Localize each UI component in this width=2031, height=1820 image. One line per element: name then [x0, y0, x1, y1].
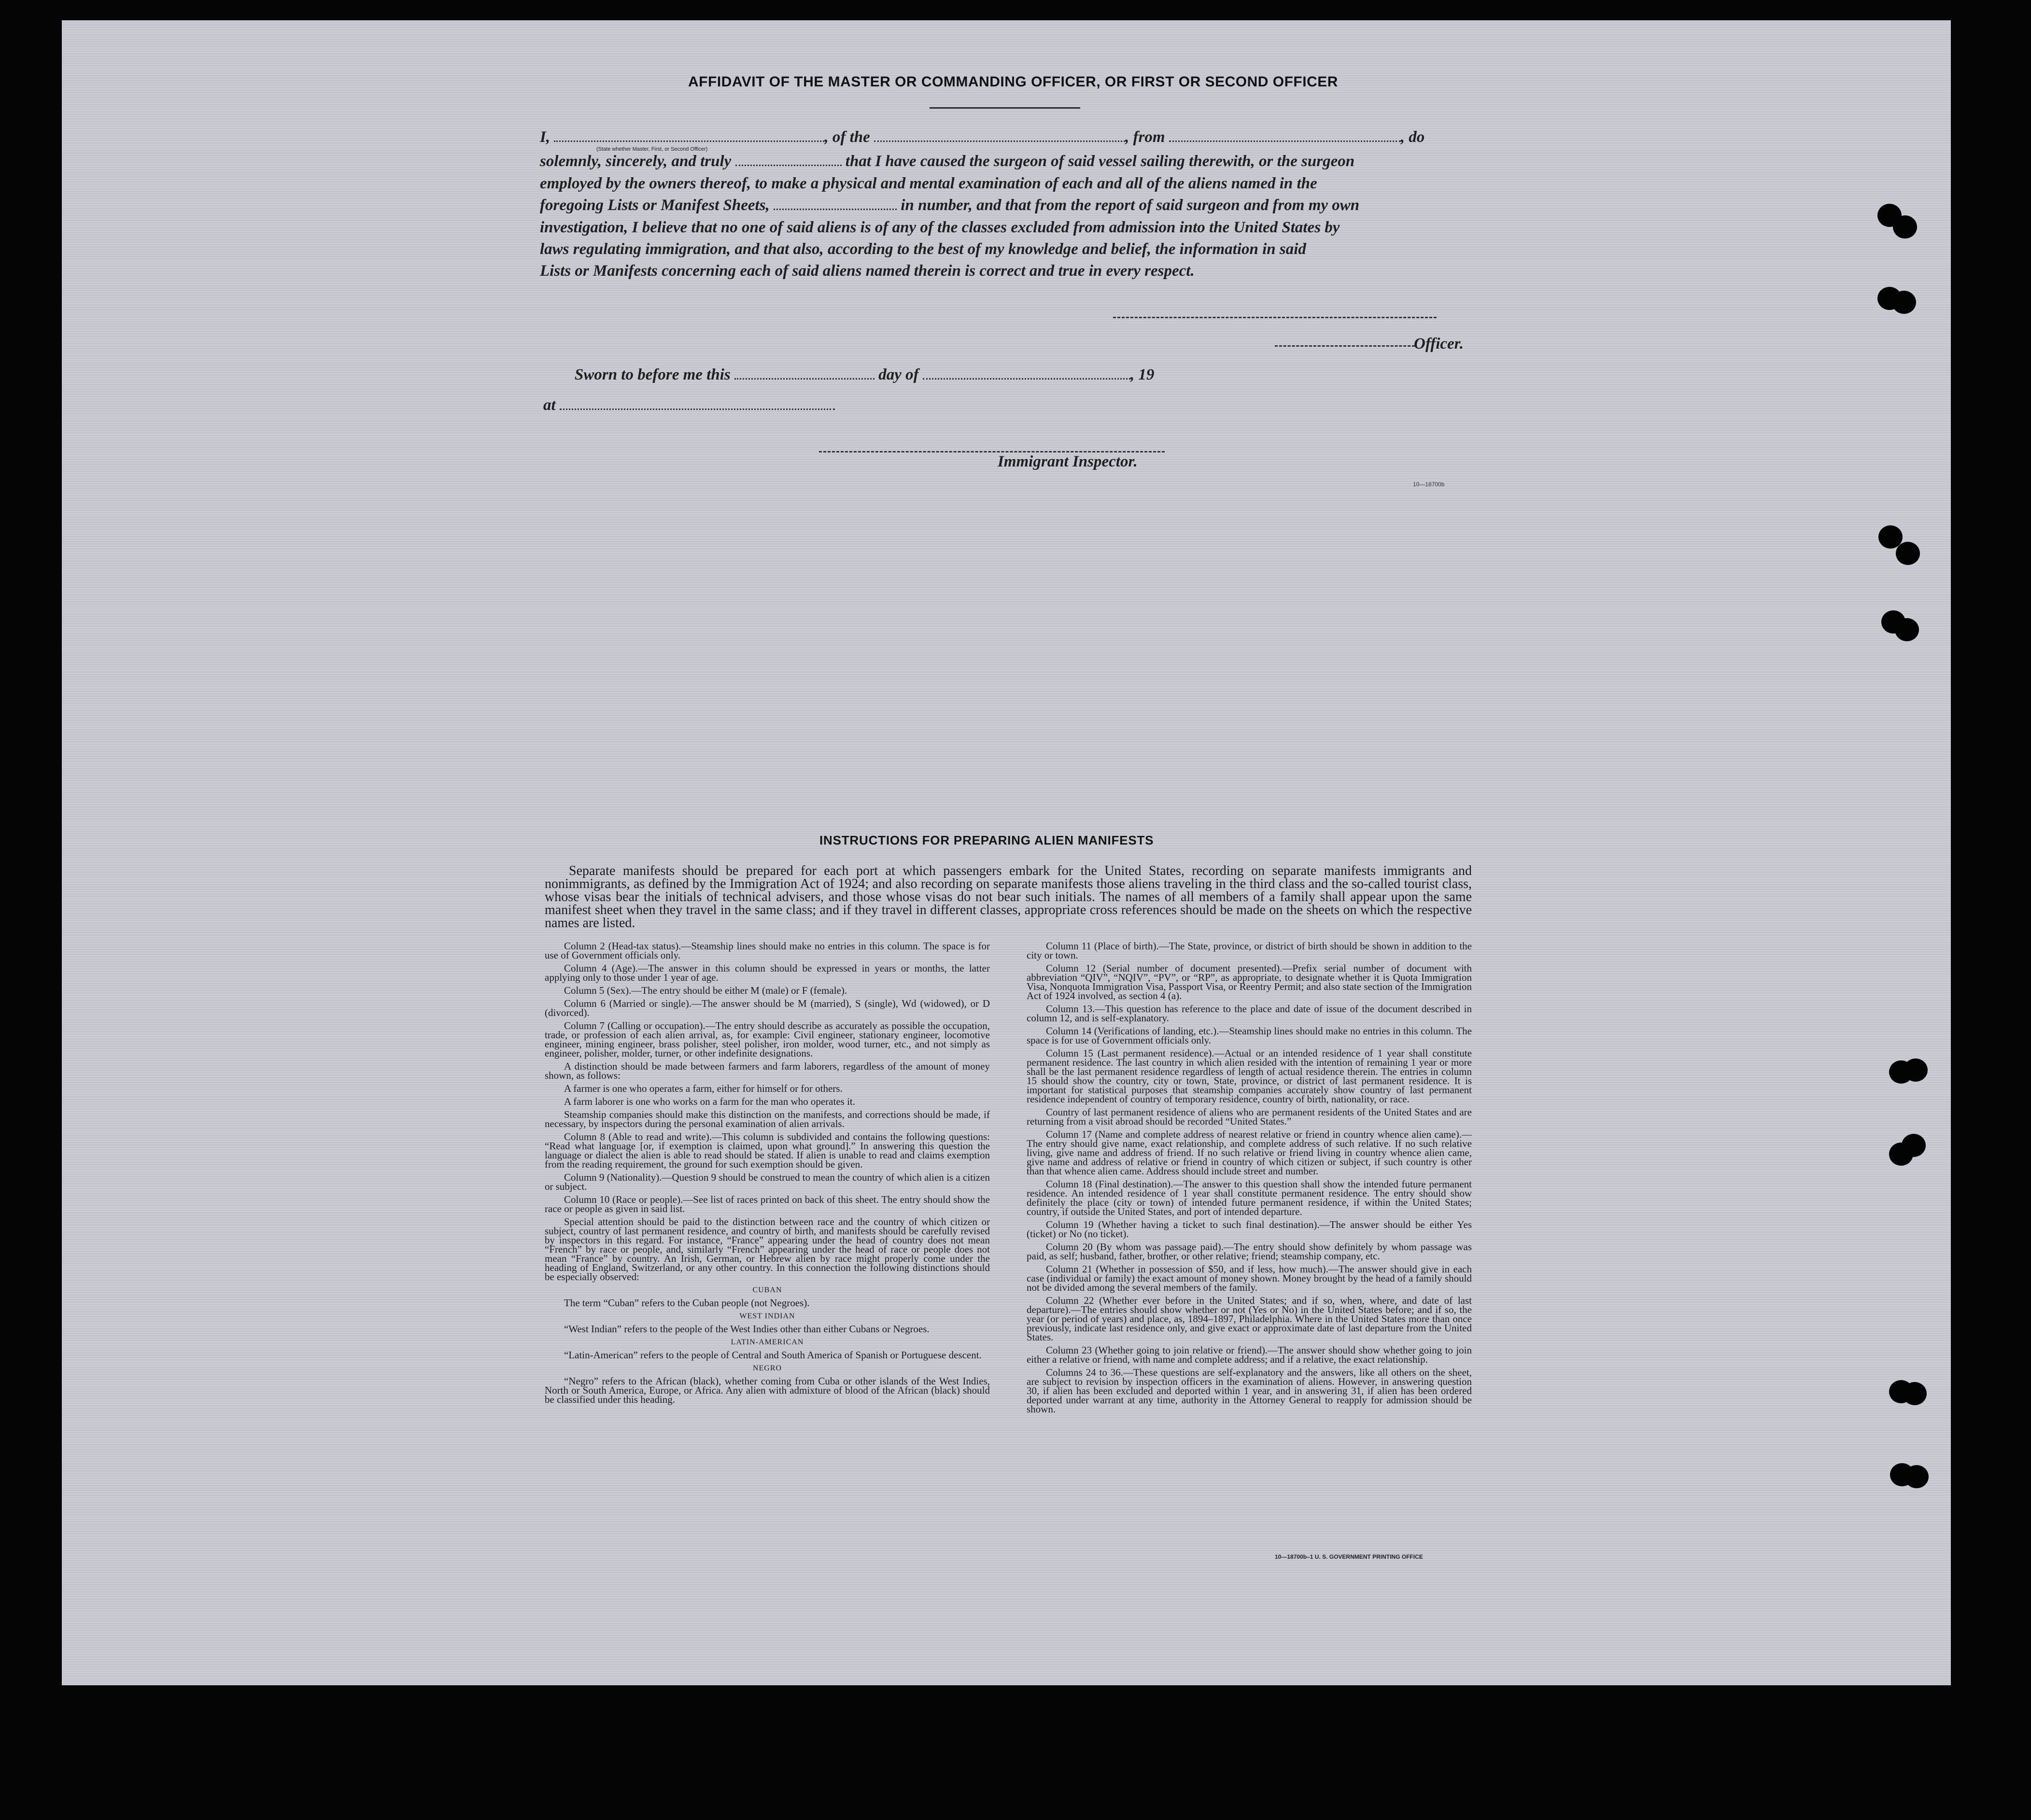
punch-hole-7b	[1903, 1382, 1927, 1405]
inspector-signature-line[interactable]	[819, 451, 1165, 452]
vessel-name-field[interactable]	[874, 138, 1125, 142]
column-19-note: Column 19 (Whether having a ticket to such final destination).—The answer should be either Yes (ticket) or No (no ticket).	[1027, 1219, 1472, 1240]
latin-american-heading: LATIN-AMERICAN	[731, 1338, 804, 1346]
farmer-definition: A farmer is one who operates a farm, either for himself or for others.	[564, 1083, 843, 1094]
latin-american-definition: “Latin-American” refers to the people of Central and South America of Spanish or Portuguese descent.	[564, 1349, 982, 1361]
sheets-count-field[interactable]	[774, 206, 897, 210]
at-line: at	[543, 397, 835, 413]
officer-rank-field[interactable]	[554, 138, 824, 142]
punch-hole-5b	[1904, 1058, 1928, 1082]
cuban-definition: The term “Cuban” refers to the Cuban people (not Negroes).	[564, 1297, 810, 1309]
column-7-note: Column 7 (Calling or occupation).—The entry should describe as accurately as possible the occupation, trade, or profession of each alien arrival, as, for example: Civil engineer, stationary engineer, locomotive engineer, mining engineer, brass polisher, steel polisher, iron molder, wood turner, etc., and not simply as engineer, polisher, molder, turner, or other indefinite designations.	[545, 1020, 990, 1059]
instructions-intro: Separate manifests should be prepared for each port at which passengers embark for the United States, recording on separate manifests immigrants and nonimmigrants, as defined by the Immigration Act of 1924; and also recording on separate manifests those aliens traveling in the third class and the so-called tourist class, whose visas bear the initials of technical advisers, and those whose visas do not bear such initials. The names of all members of a family shall appear upon the same manifest sheet when they travel in the same class; and if they travel in different classes, appropriate cross references should be made on the sheets on which the respective names are listed.	[545, 863, 1472, 931]
punch-hole-8b	[1904, 1465, 1929, 1488]
punch-hole-1b	[1893, 215, 1917, 239]
column-20-note: Column 20 (By whom was passage paid).—The entry should show definitely by whom passage was paid, as self; husband, father, brother, or other relative; friend; steamship company, etc.	[1027, 1241, 1472, 1262]
column-14-note: Column 14 (Verifications of landing, etc.).—Steamship lines should make no entries in this column. The space is for use of Government officials only.	[1027, 1025, 1472, 1046]
officer-signature-line[interactable]	[1275, 345, 1415, 347]
punch-hole-6b	[1902, 1134, 1926, 1157]
columns-24-36-note: Columns 24 to 36.—These questions are self-explanatory and the answers, like all others on the sheet, are subject to revision by inspection officers in the examination of aliens. However, in answering question 30, if alien has been excluded and deported within 1 year, and in answering 31, if alien has been ordered deported under warrant at any time, authority in the Attorney General to reapply for admission should be shown.	[1027, 1367, 1472, 1415]
column-12-note: Column 12 (Serial number of document presented).—Prefix serial number of document with abbreviation “QIV”, “NQIV”, “PV”, or “RP”, as appropriate, to designate whether it is Quota Immigration Visa, Nonquota Immigration Visa, Passport Visa, or Reentry Permit; and also state section of the Immigration Act of 1924 involved, as section 4 (a).	[1027, 962, 1472, 1002]
inspector-label: Immigrant Inspector.	[998, 453, 1138, 470]
column-8-note: Column 8 (Able to read and write).—This column is subdivided and contains the following questions: “Read what language [or, if exemption is claimed, upon what ground].” In answering this question the language or dialect the alien is able to read should be stated. If alien is unable to read and claims exemption from the reading requirement, the ground for such exemption should be given.	[545, 1131, 990, 1170]
column-22-note: Column 22 (Whether ever before in the United States; and if so, when, where, and date of last departure).—The entries should show whether or not (Yes or No) in the United States before; and if so, the year (or period of years) and place, as, 1894–1897, Philadelphia. Where in the United States more than once previously, indicate last residence only, and give exact or approximate date of last departure from the United States.	[1027, 1295, 1472, 1343]
title-underline	[930, 107, 1080, 109]
punch-hole-3b	[1896, 542, 1920, 565]
form-code: 10—18700b	[1413, 481, 1445, 488]
affidavit-line-1: I, , of the , from , do	[540, 128, 1425, 146]
instructions-title: INSTRUCTIONS FOR PREPARING ALIEN MANIFESTS	[819, 833, 1154, 847]
affidavit-line-7: Lists or Manifests concerning each of said aliens named therein is correct and true in every respect.	[540, 262, 1195, 280]
west-indian-heading: WEST INDIAN	[739, 1312, 795, 1320]
column-18-note: Column 18 (Final destination).—The answer to this question shall show the intended future permanent residence. An intended residence of 1 year shall constitute permanent residence. The entry should show definitely the place (city or town) of intended future permanent residence, if within the United States; country, if outside the United States, and port of intended departure.	[1027, 1178, 1472, 1217]
steamship-note: Steamship companies should make this distinction on the manifests, and corrections should be made, if necessary, by inspectors during the personal examination of alien arrivals.	[545, 1109, 990, 1129]
state-whether-note: (State whether Master, First, or Second Officer)	[596, 146, 708, 152]
affidavit-line-6: laws regulating immigration, and that also, according to the best of my knowledge and belief, the information in said	[540, 240, 1306, 258]
signature-line[interactable]	[1113, 317, 1437, 318]
column-4-note: Column 4 (Age).—The answer in this column should be expressed in years or months, the latter applying only to those under 1 year of age.	[545, 962, 990, 983]
instructions-left-column	[545, 942, 990, 1408]
column-21-note: Column 21 (Whether in possession of $50, and if less, how much).—The answer should give in each case (individual or family) the exact amount of money shown. Money brought by the head of a family should not be divided among the several members of the family.	[1027, 1263, 1472, 1293]
affidavit-line-5: investigation, I believe that no one of said aliens is of any of the classes excluded from admission into the United States by	[540, 219, 1340, 236]
column-6-note: Column 6 (Married or single).—The answer should be M (married), S (single), Wd (widowed), or D (divorced).	[545, 998, 990, 1018]
negro-definition: “Negro” refers to the African (black), whether coming from Cuba or other islands of the West Indies, North or South America, Europe, or Africa. Any alien with admixture of blood of the African (black) should be classified under this heading.	[545, 1375, 990, 1405]
column-2-note: Column 2 (Head-tax status).—Steamship lines should make no entries in this column. The space is for use of Government officials only.	[545, 940, 990, 961]
sworn-place-field[interactable]	[560, 406, 835, 410]
oath-affirm-field[interactable]	[735, 162, 842, 166]
printing-office-footnote: 10—18700b–1 U. S. GOVERNMENT PRINTING OFFICE	[1275, 1553, 1423, 1560]
laborer-definition: A farm laborer is one who works on a farm for the man who operates it.	[564, 1096, 855, 1107]
column-17-note: Column 17 (Name and complete address of nearest relative or friend in country whence alien came).—The entry should give name, exact relationship, and complete address of such relative. If no such relative living, give name and address of friend. If no such relative or friend living in country whence alien came, give name and address of relative or friend in country of which citizen or subject, if such country is other than that whence alien came. Address should include street and number.	[1027, 1129, 1472, 1177]
cuban-heading: CUBAN	[752, 1286, 782, 1294]
punch-hole-2b	[1892, 291, 1916, 314]
punch-hole-4b	[1895, 618, 1919, 641]
officer-label: Officer.	[1414, 335, 1464, 353]
sworn-day-field[interactable]	[734, 375, 874, 380]
west-indian-definition: “West Indian” refers to the people of the West Indies other than either Cubans or Negroes.	[564, 1323, 930, 1335]
negro-heading: NEGRO	[752, 1364, 782, 1372]
sworn-line: Sworn to before me this day of , 19	[575, 366, 1155, 383]
column-5-note: Column 5 (Sex).—The entry should be either M (male) or F (female).	[564, 985, 847, 996]
port-from-field[interactable]	[1169, 138, 1401, 142]
column-11-note: Column 11 (Place of birth).—The State, province, or district of birth should be shown in addition to the city or town.	[1027, 940, 1472, 961]
column-10-note: Column 10 (Race or people).—See list of races printed on back of this sheet. The entry should show the race or people as given in said list.	[545, 1194, 990, 1214]
country-residence-note: Country of last permanent residence of aliens who are permanent residents of the United States and are returning from a visit abroad should be recorded “United States.”	[1027, 1106, 1472, 1127]
column-23-note: Column 23 (Whether going to join relative or friend).—The answer should show whether going to join either a relative or friend, with name and complete address; and if a relative, the exact relationship.	[1027, 1344, 1472, 1365]
affidavit-line-2: solemnly, sincerely, and truly that I have caused the surgeon of said vessel sailing therewith, or the surgeon	[540, 153, 1355, 170]
affidavit-line-4: foregoing Lists or Manifest Sheets, in number, and that from the report of said surgeon and from my own	[540, 197, 1360, 214]
column-13-note: Column 13.—This question has reference to the place and date of issue of the document described in column 12, and is self-explanatory.	[1027, 1003, 1472, 1024]
instructions-right-column	[1027, 942, 1472, 1418]
affidavit-title: AFFIDAVIT OF THE MASTER OR COMMANDING OFFICER, OR FIRST OR SECOND OFFICER	[688, 74, 1338, 90]
special-attention-note: Special attention should be paid to the distinction between race and the country of which citizen or subject, country of last permanent residence, and country of birth, and manifests should be carefully revised by inspectors in this regard. For instance, “France” appearing under the head of country does not mean “French” by race or people, and, similarly “French” appearing under the head of race or people does not mean “France” by country. An Irish, German, or Hebrew alien by race might properly come under the heading of England, Switzerland, or any other country. In this connection the following distinctions should be especially observed:	[545, 1216, 990, 1283]
affidavit-line-3: employed by the owners thereof, to make a physical and mental examination of each and all of the aliens named in the	[540, 175, 1317, 192]
sworn-month-field[interactable]	[923, 375, 1130, 380]
column-9-note: Column 9 (Nationality).—Question 9 should be construed to mean the country of which alien is a citizen or subject.	[545, 1171, 990, 1192]
farmer-distinction: A distinction should be made between farmers and farm laborers, regardless of the amount of money shown, as follows:	[545, 1060, 990, 1081]
column-15-note: Column 15 (Last permanent residence).—Actual or an intended residence of 1 year shall constitute permanent residence. The last country in which alien resided with the intention of remaining 1 year or more shall be the last permanent residence regardless of length of actual residence therein. The entries in column 15 should show the country, city or town, State, province, or district of last permanent residence. It is important for statistical purposes that steamship companies accurately show country of last permanent residence independent of country of temporary residence, country of birth, nationality, or race.	[1027, 1047, 1472, 1105]
